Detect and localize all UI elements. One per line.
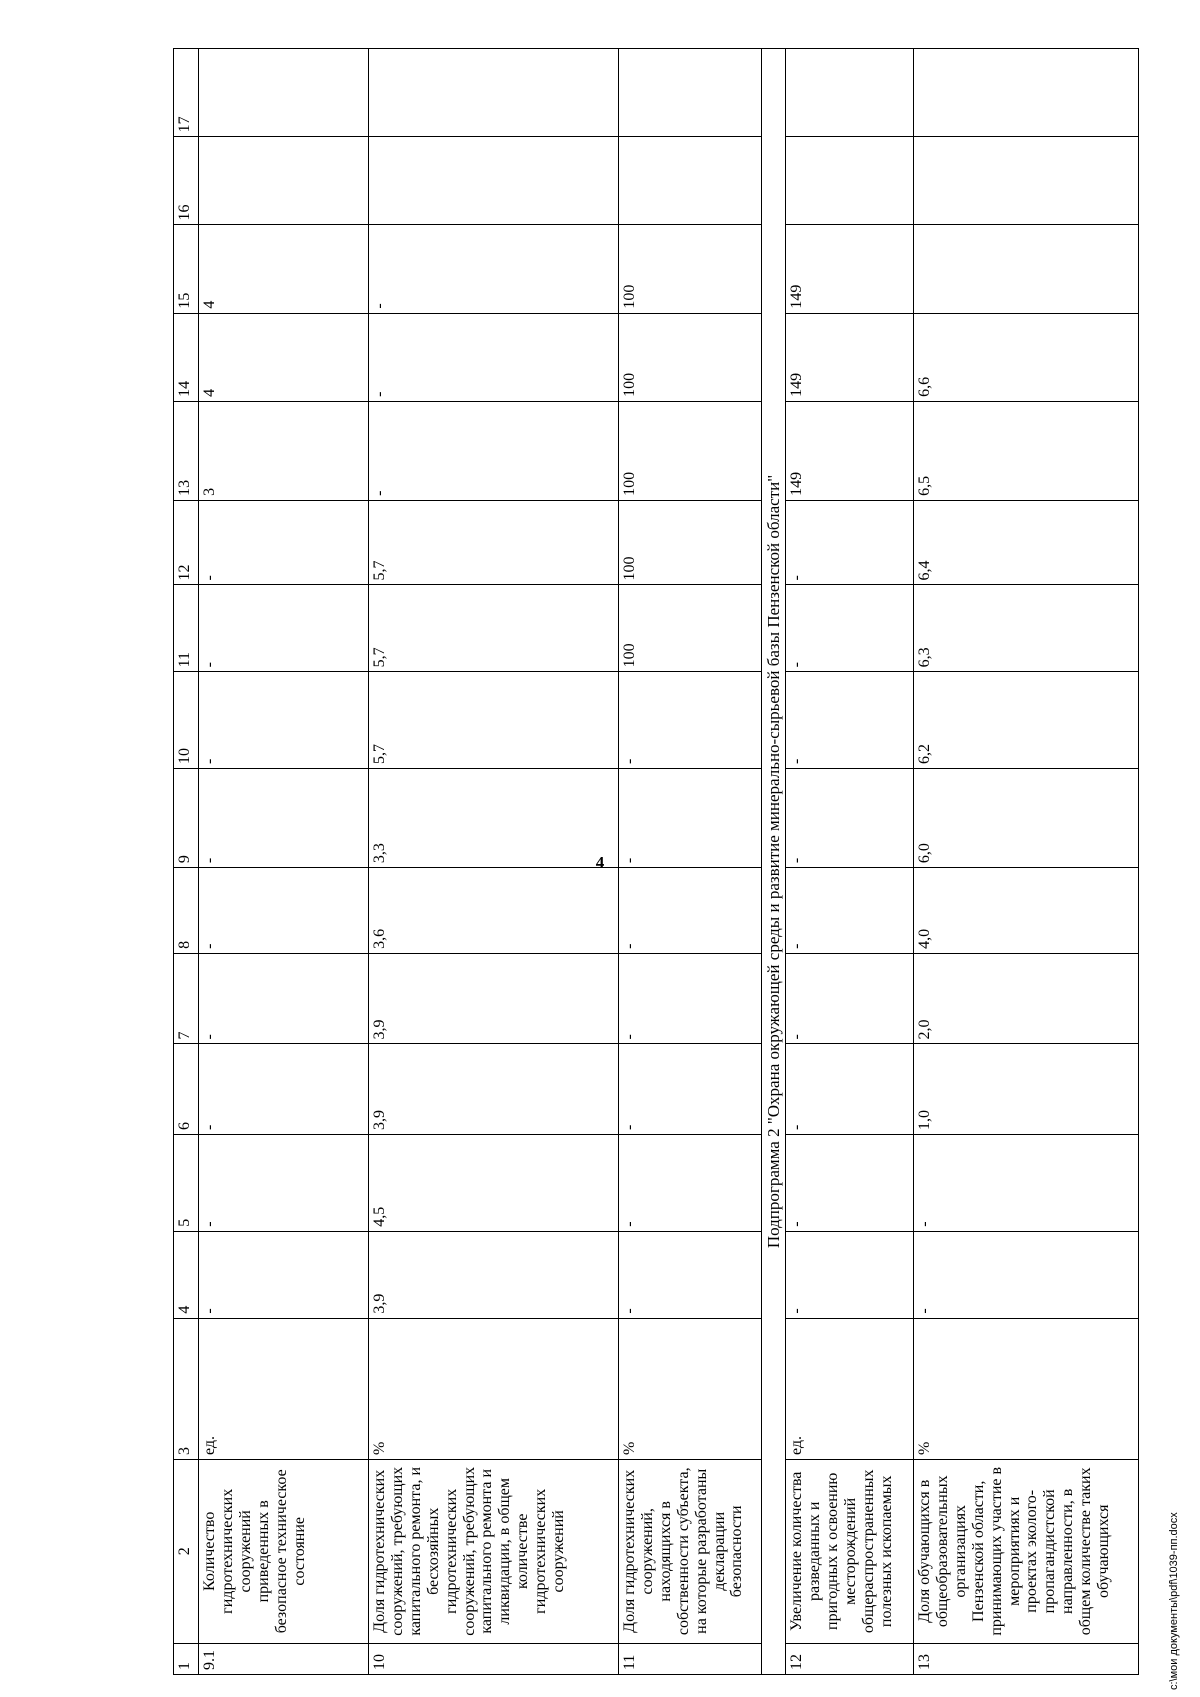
table-cell: - — [786, 1135, 914, 1232]
subprogram-title: Подпрограмма 2 "Охрана окружающей среды и развитие минерально-сырьевой базы Пензенской области" — [762, 49, 786, 1675]
table-row — [914, 49, 1139, 1675]
table-cell: % — [914, 1318, 1139, 1459]
table-cell: 5,7 — [369, 672, 619, 769]
table-cell — [369, 137, 619, 225]
rotated-table-wrapper — [173, 48, 1133, 1675]
header-cell: 6 — [174, 1044, 199, 1135]
table-cell — [914, 225, 1139, 313]
footer-file-path: c:\мои документы\pdf\1039-пп.docx — [1168, 1512, 1180, 1690]
table-cell: - — [619, 1231, 762, 1318]
table-cell: ед. — [786, 1318, 914, 1459]
table-row — [619, 49, 762, 1675]
table-cell: 5,7 — [369, 500, 619, 585]
table-cell: - — [199, 1044, 369, 1135]
header-cell: 14 — [174, 313, 199, 401]
page-number-text: 4 — [595, 853, 605, 872]
table-cell: 6,3 — [914, 585, 1139, 672]
header-cell: 3 — [174, 1318, 199, 1459]
table-cell: 149 — [786, 313, 914, 401]
header-cell: 11 — [174, 585, 199, 672]
table-cell: 4 — [199, 313, 369, 401]
table-cell — [914, 49, 1139, 137]
table-cell — [786, 49, 914, 137]
table-cell: - — [786, 672, 914, 769]
table-cell: 3,9 — [369, 1044, 619, 1135]
table-cell: - — [786, 1044, 914, 1135]
table-cell: 12 — [786, 1643, 914, 1674]
table-cell: - — [786, 1231, 914, 1318]
table-cell — [786, 137, 914, 225]
table-row — [786, 49, 914, 1675]
header-cell: 8 — [174, 868, 199, 954]
table-cell: 11 — [619, 1643, 762, 1674]
table-cell: - — [914, 1231, 1139, 1318]
table-cell: - — [199, 672, 369, 769]
table-cell: % — [619, 1318, 762, 1459]
table-cell: - — [199, 1135, 369, 1232]
table-cell: - — [199, 500, 369, 585]
table-header-row — [174, 49, 199, 1675]
header-cell: 7 — [174, 953, 199, 1044]
table-cell: 6,4 — [914, 500, 1139, 585]
table-cell — [199, 137, 369, 225]
header-cell: 1 — [174, 1643, 199, 1674]
table-cell: - — [619, 1044, 762, 1135]
header-cell: 10 — [174, 672, 199, 769]
table-cell: - — [199, 585, 369, 672]
table-cell: 4,0 — [914, 868, 1139, 954]
header-cell: 4 — [174, 1231, 199, 1318]
table-cell: 2,0 — [914, 953, 1139, 1044]
table-cell: 6,0 — [914, 769, 1139, 868]
table-cell: 100 — [619, 500, 762, 585]
table-cell: - — [369, 313, 619, 401]
header-cell: 13 — [174, 401, 199, 500]
table-cell — [619, 137, 762, 225]
table-cell: 3,3 — [369, 769, 619, 868]
table-cell: 4 — [199, 225, 369, 313]
table-cell: 10 — [369, 1643, 619, 1674]
table-cell: 6,5 — [914, 401, 1139, 500]
indicators-table — [173, 48, 1139, 1675]
table-row — [199, 49, 369, 1675]
table-cell: - — [619, 672, 762, 769]
header-cell: 2 — [174, 1459, 199, 1643]
table-cell: Доля гидротехнических сооружений, находящихся в собственности субъекта, на которые разработаны декларации безопасности — [619, 1459, 762, 1643]
table-cell: 3,6 — [369, 868, 619, 954]
table-cell: 100 — [619, 313, 762, 401]
table-cell: 3,9 — [369, 953, 619, 1044]
table-cell: ед. — [199, 1318, 369, 1459]
header-cell: 16 — [174, 137, 199, 225]
header-cell: 17 — [174, 49, 199, 137]
table-cell: 149 — [786, 401, 914, 500]
table-cell: - — [619, 769, 762, 868]
table-cell: Доля обучающихся в общеобразовательных организациях Пензенской области, принимающих участие в мероприятиях и проектах эколого-пропагандистской направленности, в общем количестве таких обучающихся — [914, 1459, 1139, 1643]
table-cell: - — [786, 769, 914, 868]
table-cell: - — [369, 401, 619, 500]
table-cell: - — [199, 769, 369, 868]
header-cell: 12 — [174, 500, 199, 585]
table-cell: - — [786, 953, 914, 1044]
table-cell: - — [786, 585, 914, 672]
header-cell: 9 — [174, 769, 199, 868]
table-cell — [619, 49, 762, 137]
header-cell: 5 — [174, 1135, 199, 1232]
table-cell — [369, 49, 619, 137]
table-cell: 4,5 — [369, 1135, 619, 1232]
table-cell: Увеличение количества разведанных и пригодных к освоению месторождений общераспространенных полезных ископаемых — [786, 1459, 914, 1643]
table-cell — [914, 137, 1139, 225]
table-cell: Количество гидротехнических сооружений приведенных в безопасное техническое состояние — [199, 1459, 369, 1643]
table-cell: - — [619, 1135, 762, 1232]
table-cell: 1,0 — [914, 1044, 1139, 1135]
table-cell: - — [199, 953, 369, 1044]
table-cell — [199, 49, 369, 137]
table-cell: 6,6 — [914, 313, 1139, 401]
table-cell: - — [369, 225, 619, 313]
table-cell: 149 — [786, 225, 914, 313]
table-row — [369, 49, 619, 1675]
table-cell: 13 — [914, 1643, 1139, 1674]
table-cell: - — [786, 500, 914, 585]
table-cell: 3,9 — [369, 1231, 619, 1318]
table-cell: 9.1 — [199, 1643, 369, 1674]
table-cell: - — [786, 868, 914, 954]
table-cell: 6,2 — [914, 672, 1139, 769]
table-cell: 3 — [199, 401, 369, 500]
table-cell: 100 — [619, 401, 762, 500]
table-body-part-1 — [199, 49, 762, 1675]
table-cell: - — [619, 953, 762, 1044]
header-cell: 15 — [174, 225, 199, 313]
table-body-part-2 — [786, 49, 1139, 1675]
subprogram-row — [762, 49, 786, 1675]
table-cell: 100 — [619, 225, 762, 313]
table-cell: % — [369, 1318, 619, 1459]
table-cell: - — [199, 868, 369, 954]
table-cell: 100 — [619, 585, 762, 672]
table-cell: - — [619, 868, 762, 954]
table-cell: - — [199, 1231, 369, 1318]
table-cell: - — [914, 1135, 1139, 1232]
table-cell: Доля гидротехнических сооружений, требующих капитального ремонта, и бесхозяйных гидротехнических сооружений, требующих капитального ремонта и ликвидации, в общем количестве гидротехнических сооружений — [369, 1459, 619, 1643]
table-cell: 5,7 — [369, 585, 619, 672]
